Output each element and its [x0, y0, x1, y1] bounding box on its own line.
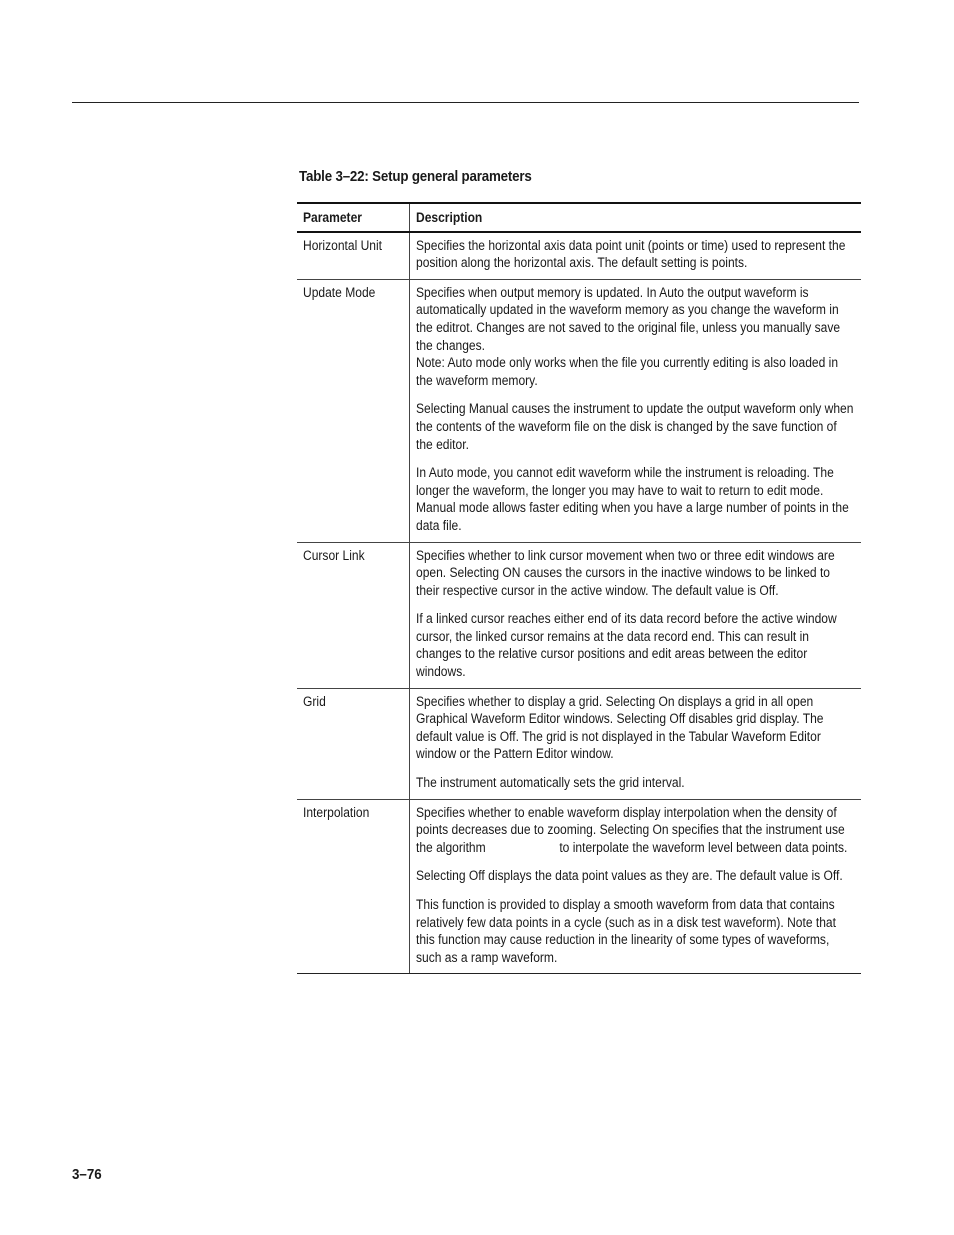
description-paragraph: In Auto mode, you cannot edit waveform while the instrument is reloading. The longer the waveform, the longer you may have to wait to return to edit mode. Manual mode allows faster editing when you have a large number of points in the data file.	[416, 465, 853, 533]
parameter-cell	[297, 542, 410, 688]
parameter-name: Horizontal Unit	[303, 237, 383, 253]
description-paragraph: The instrument automatically sets the grid interval.	[416, 775, 685, 791]
parameter-cell	[297, 688, 410, 799]
table-header-row	[297, 203, 861, 232]
description-cell	[410, 542, 862, 688]
description-cell	[410, 799, 862, 974]
table-row	[297, 232, 861, 280]
parameter-cell	[297, 799, 410, 974]
description-paragraph: Specifies the horizontal axis data point unit (points or time) used to represent the position along the horizontal axis. The default setting is points.	[416, 237, 849, 271]
description-paragraph: Specifies when output memory is updated. In Auto the output waveform is automatically updated in the waveform memory as you change the waveform in the editrot. Changes are not saved to the original file, unless you manually save the changes. Note: Auto mode only works when the file you currently editing is also loaded in the waveform memory.	[416, 284, 841, 388]
description-cell	[410, 279, 862, 542]
header-rule	[72, 102, 859, 103]
description-cell	[410, 232, 862, 280]
setup-general-parameters-table	[297, 202, 861, 974]
column-header-description: Description	[410, 203, 862, 232]
parameter-name: Interpolation	[303, 804, 370, 820]
description-paragraph: If a linked cursor reaches either end of its data record before the active window cursor, the linked cursor remains at the data record end. This can result in changes to the relative cursor positions and edit areas between the editor windows.	[416, 611, 841, 680]
description-paragraph: Selecting Off displays the data point values as they are. The default value is Off.	[416, 868, 843, 884]
description-cell	[410, 688, 862, 799]
table-row	[297, 688, 861, 799]
description-paragraph: Specifies whether to display a grid. Selecting On displays a grid in all open Graphical Waveform Editor windows. Selecting Off disables grid display. The default value is Off. The grid is not displayed in the Tabular Waveform Editor window or the Pattern Editor window.	[416, 693, 827, 762]
description-paragraph: Selecting Manual causes the instrument to update the output waveform only when the contents of the waveform file on the disk is changed by the save function of the editor.	[416, 401, 857, 452]
parameter-name: Cursor Link	[303, 547, 365, 563]
table-row	[297, 799, 861, 974]
column-header-parameter: Parameter	[297, 203, 410, 232]
description-paragraph: Specifies whether to link cursor movement when two or three edit windows are open. Selecting ON causes the cursors in the inactive windows to be linked to their respective cursor in the active window. The default value is Off.	[416, 547, 839, 598]
table-row	[297, 279, 861, 542]
table-row	[297, 542, 861, 688]
parameter-cell	[297, 279, 410, 542]
parameter-name: Update Mode	[303, 284, 376, 300]
parameter-name: Grid	[303, 693, 326, 709]
page-number: 3–76	[72, 1167, 102, 1183]
table-body	[297, 232, 861, 974]
table-title: Table 3–22: Setup general parameters	[299, 169, 532, 185]
description-paragraph: This function is provided to display a smooth waveform from data that contains relatively few data points in a cycle (such as in a disk test waveform). Note that this function may cause reduction in the linearity of some types of waveforms, such as a ramp waveform.	[416, 897, 840, 965]
description-paragraph: Specifies whether to enable waveform display interpolation when the density of points decreases due to zooming. Selecting On specifies that the instrument use the algorithm to interpolate the waveform level between data points.	[416, 804, 849, 855]
parameter-cell	[297, 232, 410, 280]
